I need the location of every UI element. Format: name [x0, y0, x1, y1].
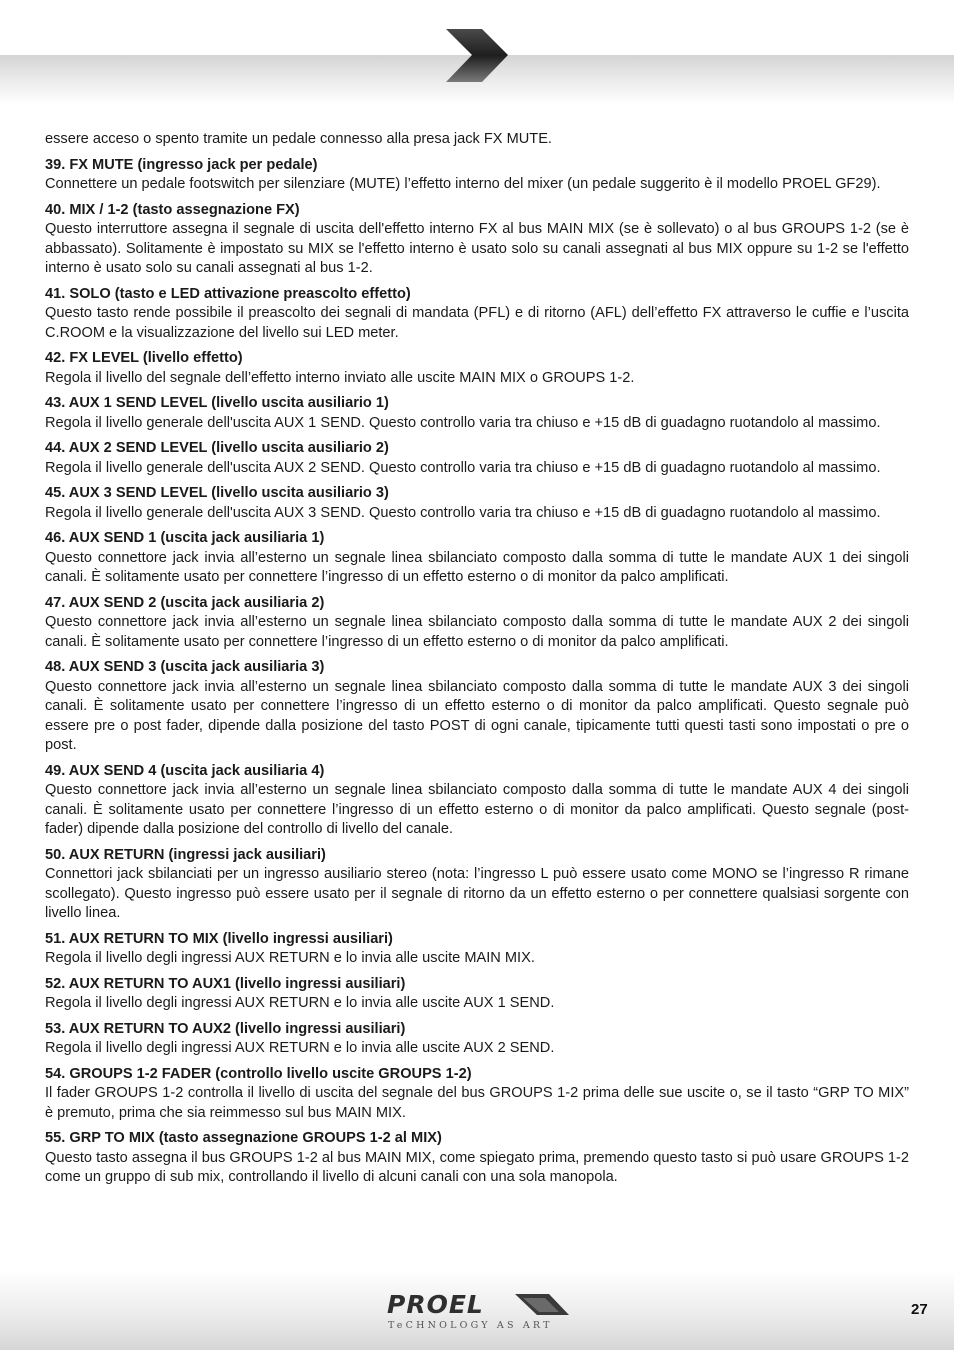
section: [45, 1129, 909, 1188]
section-heading: 52. AUX RETURN TO AUX1 (livello ingressi ausiliari): [45, 975, 406, 992]
section-body: Regola il livello del segnale dell’effetto interno inviato alle uscite MAIN MIX o GROUPS 1-2.: [45, 369, 635, 386]
section-body: Il fader GROUPS 1-2 controlla il livello di uscita del segnale del bus GROUPS 1-2 prima delle sue uscite o, se il tasto “GRP TO MIX” è premuto, prima che sia reimmesso sul bus MAIN MIX.: [45, 1085, 909, 1121]
section-body: Questo connettore jack invia all’esterno un segnale linea sbilanciato composto dalla somma di tutte le mandate AUX 4 dei singoli canali. È solitamente usato per connettere l’ingresso di un effetto esterno o di monitor da palco amplificati. Questo segnale (post-fader) dipende dalla posizione del controllo di livello del canale.: [45, 782, 909, 837]
section-body: Questo tasto rende possibile il preascolto dei segnali di mandata (PFL) e di ritorno (AFL) dell’effetto FX attraverso le cuffie e l’uscita C.ROOM e la visualizzazione del livello sui LED meter.: [45, 305, 909, 341]
section-heading: 45. AUX 3 SEND LEVEL (livello uscita ausiliario 3): [45, 485, 389, 501]
section-heading: 49. AUX SEND 4 (uscita jack ausiliaria 4): [45, 762, 325, 779]
section: [45, 285, 909, 344]
section-heading: 54. GROUPS 1-2 FADER (controllo livello uscite GROUPS 1-2): [45, 1065, 472, 1082]
logo-swoosh-icon: [515, 1294, 569, 1316]
section-heading: 40. MIX / 1-2 (tasto assegnazione FX): [45, 201, 300, 218]
section: [45, 484, 909, 523]
section-body: Regola il livello generale dell'uscita AUX 1 SEND. Questo controllo varia tra chiuso e +15 dB di guadagno ruotandolo al massimo.: [45, 414, 881, 431]
section: [45, 349, 909, 388]
section-heading: 47. AUX SEND 2 (uscita jack ausiliaria 2): [45, 594, 325, 611]
section-body: Questo connettore jack invia all’esterno un segnale linea sbilanciato composto dalla somma di tutte le mandate AUX 1 dei singoli canali. È solitamente usato per connettere l’ingresso di un effetto esterno o di monitor da palco amplificati.: [45, 549, 909, 585]
proel-logo: [387, 1292, 571, 1332]
section: [45, 156, 909, 195]
section-heading: 42. FX LEVEL (livello effetto): [45, 350, 243, 366]
section: [45, 930, 909, 969]
logo-tagline: TeCHNOLOGY AS ART: [388, 1320, 553, 1331]
section-heading: 43. AUX 1 SEND LEVEL (livello uscita ausiliario 1): [45, 395, 389, 411]
section-heading: 53. AUX RETURN TO AUX2 (livello ingressi ausiliari): [45, 1020, 406, 1037]
logo-wordmark: PROEL: [387, 1290, 484, 1319]
section-heading: 51. AUX RETURN TO MIX (livello ingressi ausiliari): [45, 930, 393, 947]
section: [45, 529, 909, 588]
section-body: Regola il livello degli ingressi AUX RETURN e lo invia alle uscite MAIN MIX.: [45, 950, 535, 966]
section-body: Connettori jack sbilanciati per un ingresso ausiliario stereo (nota: l’ingresso L può essere usato come MONO se l’ingresso R rimane scollegato). Questo ingresso può essere usato per il segnale di ritorno da un effetto esterno o per connettere qualsiasi sorgente con livello linea.: [45, 866, 909, 921]
section-heading: 41. SOLO (tasto e LED attivazione preascolto effetto): [45, 285, 411, 302]
sections-list: [45, 156, 909, 1188]
section: [45, 658, 909, 756]
section-heading: 39. FX MUTE (ingresso jack per pedale): [45, 156, 318, 173]
section-body: Connettere un pedale footswitch per silenziare (MUTE) l’effetto interno del mixer (un pedale suggerito è il modello PROEL GF29).: [45, 176, 881, 192]
section-heading: 48. AUX SEND 3 (uscita jack ausiliaria 3): [45, 659, 325, 675]
section: [45, 594, 909, 653]
section: [45, 846, 909, 924]
section: [45, 439, 909, 478]
section-body: Regola il livello degli ingressi AUX RETURN e lo invia alle uscite AUX 2 SEND.: [45, 1040, 555, 1056]
document-body: [45, 130, 909, 1194]
section-body: Regola il livello degli ingressi AUX RETURN e lo invia alle uscite AUX 1 SEND.: [45, 995, 555, 1011]
intro-paragraph: essere acceso o spento tramite un pedale connesso alla presa jack FX MUTE.: [45, 131, 552, 147]
page-number: 27: [911, 1301, 928, 1318]
section-body: Questo tasto assegna il bus GROUPS 1-2 al bus MAIN MIX, come spiegato prima, premendo questo tasto si può usare GROUPS 1-2 come un gruppo di sub mix, controllando il livello di alcuni canali con una sola manopola.: [45, 1149, 909, 1185]
section-heading: 44. AUX 2 SEND LEVEL (livello uscita ausiliario 2): [45, 440, 389, 456]
section: [45, 1065, 909, 1124]
section-heading: 46. AUX SEND 1 (uscita jack ausiliaria 1): [45, 530, 325, 546]
section-heading: 50. AUX RETURN (ingressi jack ausiliari): [45, 846, 326, 863]
section-body: Questo connettore jack invia all’esterno un segnale linea sbilanciato composto dalla somma di tutte le mandate AUX 3 dei singoli canali. È solitamente usato per connettere l’ingresso di un effetto esterno o di monitor da palco amplificati. Questo segnale può essere pre o post fader, dipende dalla posizione del tasto POST di ogni canale, tipicamente tutti questi tasti sono impostati o pre o post.: [45, 678, 909, 753]
section: [45, 1020, 909, 1059]
chevron-right-icon: [440, 26, 512, 84]
section-body: Questo connettore jack invia all’esterno un segnale linea sbilanciato composto dalla somma di tutte le mandate AUX 2 dei singoli canali. È solitamente usato per connettere l’ingresso di un effetto esterno o di monitor da palco amplificati.: [45, 614, 909, 650]
section: [45, 762, 909, 840]
section: [45, 201, 909, 279]
section-body: Regola il livello generale dell'uscita AUX 2 SEND. Questo controllo varia tra chiuso e +15 dB di guadagno ruotandolo al massimo.: [45, 459, 881, 476]
section: [45, 975, 909, 1014]
section-body: Regola il livello generale dell'uscita AUX 3 SEND. Questo controllo varia tra chiuso e +15 dB di guadagno ruotandolo al massimo.: [45, 504, 881, 521]
section-heading: 55. GRP TO MIX (tasto assegnazione GROUPS 1-2 al MIX): [45, 1130, 442, 1146]
section: [45, 394, 909, 433]
section-body: Questo interruttore assegna il segnale di uscita dell'effetto interno FX al bus MAIN MIX (se è sollevato) o al bus GROUPS 1-2 (se è abbassato). Solitamente è impostato su MIX se l'effetto interno è usato solo su canali assegnati al bus MIX oppure su 1-2 se l'effetto interno è usato solo su canali assegnati al bus 1-2.: [45, 221, 909, 276]
